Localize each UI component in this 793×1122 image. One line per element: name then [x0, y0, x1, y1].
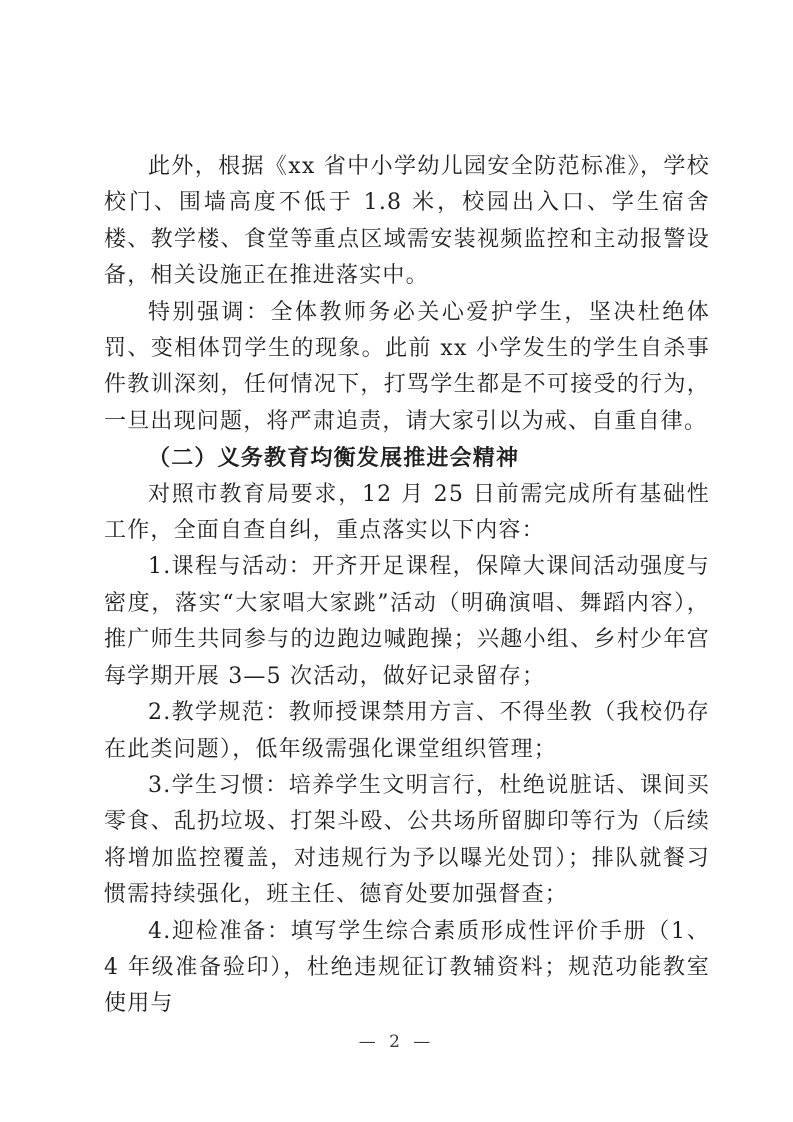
list-item-2-teaching-norms: 2.教学规范：教师授课禁用方言、不得坐教（我校仍存在此类问题），低年级需强化课堂组织管理； [104, 700, 710, 762]
list-item-3-student-habits: 3.学生习惯：培养学生文明言行，杜绝说脏话、课间买零食、乱扔垃圾、打架斗殴、公共场所留脚印等行为（后续将增加监控覆盖，对违规行为予以曝光处罚）；排队就餐习惯需持续强化，班主任、德育处要加强督查； [104, 772, 710, 908]
list-item-4-inspection-prep: 4.迎检准备：填写学生综合素质形成性评价手册（1、4 年级准备验印），杜绝违规征订教辅资料；规范功能教室使用与 [104, 918, 710, 1017]
paragraph-teacher-emphasis: 特别强调：全体教师务必关心爱护学生，坚决杜绝体罚、变相体罚学生的现象。此前 xx 小学发生的学生自杀事件教训深刻，任何情况下，打骂学生都是不可接受的行为，一旦出现问题，将严肃追责，请大家引以为戒、自重自律。 [104, 299, 710, 434]
page-number: — 2 — [358, 1032, 435, 1052]
section-heading-balanced-education: （二）义务教育均衡发展推进会精神 [148, 445, 520, 472]
list-item-1-courses-activities: 1.课程与活动：开齐开足课程，保障大课间活动强度与密度，落实“大家唱大家跳”活动（明确演唱、舞蹈内容），推广师生共同参与的边跑边喊跑操；兴趣小组、乡村少年宫每学期开展 3—5 次活动，做好记录留存； [104, 554, 710, 689]
paragraph-security-standards: 此外，根据《xx 省中小学幼儿园安全防范标准》，学校校门、围墙高度不低于 1.8 米，校园出入口、学生宿舍楼、教学楼、食堂等重点区域需安装视频监控和主动报警设备，相关设施正在推进落实中。 [104, 154, 710, 289]
paragraph-bureau-requirements: 对照市教育局要求，12 月 25 日前需完成所有基础性工作，全面自查自纠，重点落实以下内容： [104, 481, 710, 544]
document-body [104, 149, 710, 1023]
